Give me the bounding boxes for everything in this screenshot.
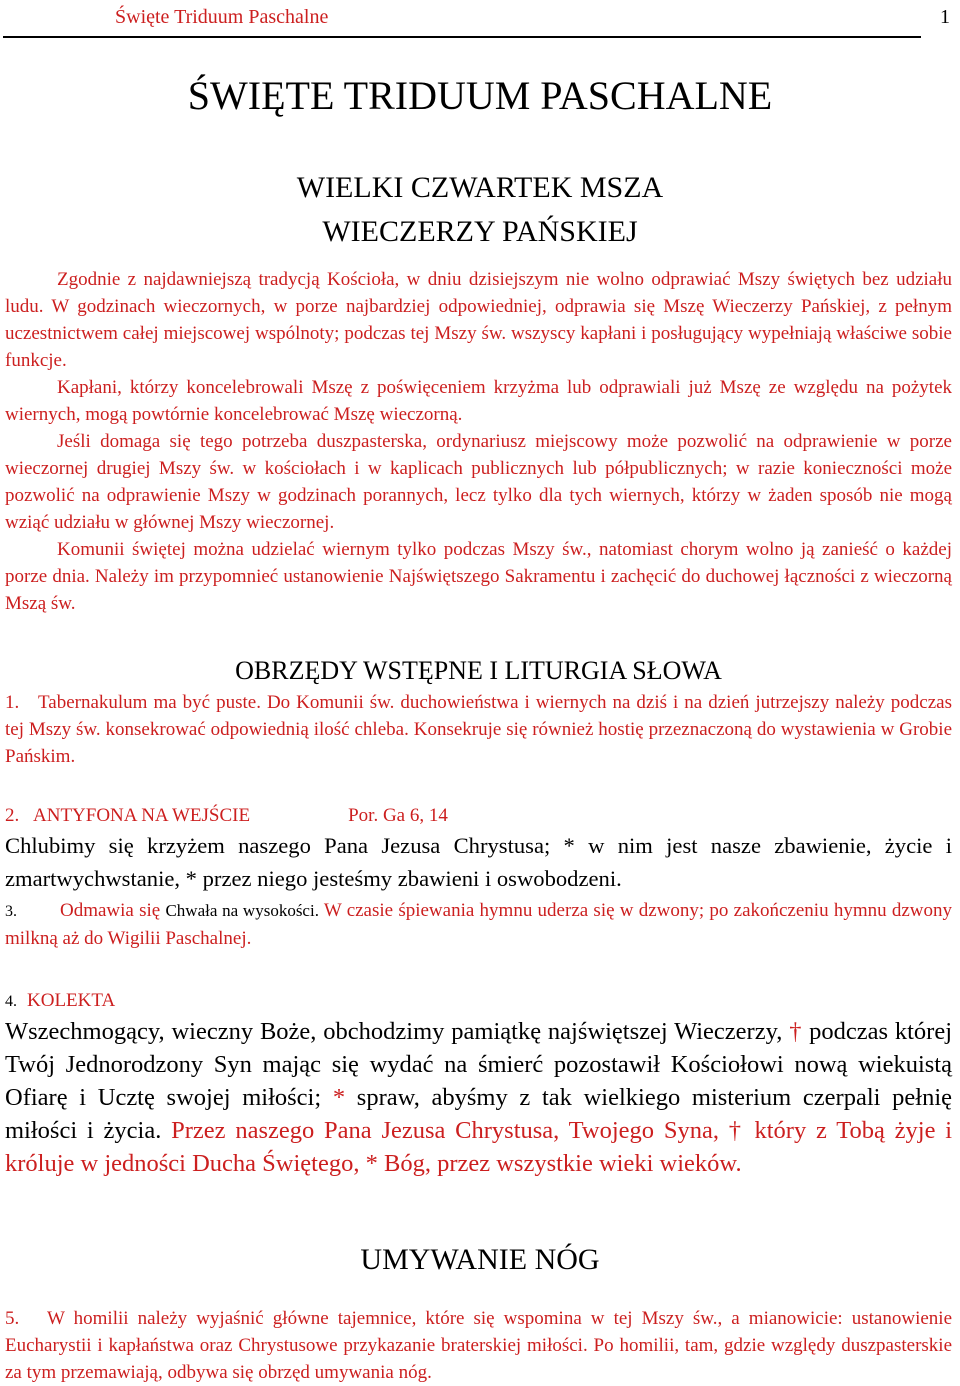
collect-conclusion-3: Bóg, przez wszystkie wieki wieków. (383, 1150, 742, 1177)
rubric-item-3 (5, 897, 952, 952)
antiphon-label: ANTYFONA NA WEJŚCIE (33, 805, 251, 826)
collect-text-1: Wszechmogący, wieczny Boże, obchodzimy pamiątkę najświętszej Wieczerzy, (5, 1018, 783, 1045)
antiphon-reference: Por. Ga 6, 14 (348, 805, 448, 826)
intro-paragraph-4: Komunii świętej można udzielać wiernym tylko podczas Mszy św., natomiast chorym wolno ją zanieść o każdej porze dnia. Należy im przypomnieć ustanowienie Najświętszego Sakramentu i zachęcić do duchowej łączności z wieczorną Mszą św. (5, 539, 952, 614)
item-3-lead: Odmawia się (60, 900, 161, 921)
section-introductory-rites (5, 653, 952, 770)
item-4-number: 4. (5, 993, 17, 1010)
collect-prayer (5, 1015, 952, 1180)
item-5-text: W homilii należy wyjaśnić główne tajemnice, które się wspomina w tej Mszy św., a mianowicie: ustanowienie Eucharystii i kapłaństwa oraz Chrystusowe przykazanie braterskiej miłości. Po homilii, tam, gdzie względy duszpasterskie za tym przemawiają, odbywa się obrzęd umywania nóg. (5, 1308, 952, 1383)
cross-mark-2: † (728, 1117, 745, 1144)
item-2-number: 2. (5, 805, 20, 826)
item-3-text: W czasie śpiewania hymnu uderza się w dzwony; po zakończeniu hymnu dzwony milkną aż do Wigilii Paschalnej. (5, 900, 952, 949)
item-1-text: Tabernakulum ma być puste. Do Komunii św. duchowieństwa i wiernych na dziś i na dzień jutrzejszy należy podczas tej Mszy św. konsekrować odpowiednią ilość chleba. Konsekruje się również hostię przeznaczoną do wystawienia w Grobie Pańskim. (5, 692, 952, 767)
item-1-number: 1. (5, 692, 20, 713)
collect-section (5, 987, 952, 1180)
gloria-label: Chwała na wysokości. (165, 901, 319, 920)
page-header (0, 0, 960, 42)
collect-label: KOLEKTA (27, 990, 116, 1011)
antiphon-text: Chlubimy się krzyżem naszego Pana Jezusa Chrystusa; * w nim jest nasze zbawienie, życie i zmartwychwstanie, * przez niego jesteśmy zbawieni i oswobodzeni. (5, 833, 952, 891)
rubric-item-5 (5, 1305, 952, 1386)
intro-paragraph-2: Kapłani, którzy koncelebrowali Mszę z poświęceniem krzyżma lub odprawiali już Mszę ze względu na pożytek wiernych, mogą powtórnie koncelebrować Mszę wieczorną. (5, 377, 952, 425)
antiphon-heading (5, 802, 952, 829)
star-mark-2: * (365, 1150, 378, 1177)
section-heading-rites: OBRZĘDY WSTĘPNE I LITURGIA SŁOWA (235, 656, 722, 685)
rubric-item-1 (5, 689, 952, 770)
collect-text-2: podczas której Twój Jednorodzony Syn mając się wydać na śmierć pozostawił Kościołowi nową wiekuistą Ofiarę i Ucztę swojej miłości; (5, 1018, 953, 1111)
collect-conclusion-2: który z Tobą żyje i króluje w jedności Ducha Świętego, (5, 1117, 953, 1177)
intro-paragraph-3: Jeśli domaga się tego potrzeba duszpasterska, ordynariusz miejscowy może pozwolić na odprawienie w porze wieczornej drugiej Mszy św. w kościołach i w kaplicach publicznych lub półpublicznych; w razie konieczności może pozwolić na odprawienie Mszy w godzinach porannych, lecz tylko dla tych wiernych, którzy w żaden sposób nie mogą wziąć udziału w głównej Mszy wieczornej. (5, 431, 952, 533)
item-5-number: 5. (5, 1308, 20, 1329)
section-heading-footwashing: UMYWANIE NÓG (360, 1243, 600, 1276)
header-title: Święte Triduum Paschalne (115, 6, 329, 28)
intro-section (5, 266, 952, 617)
item-3-number: 3. (5, 903, 17, 920)
document-title: ŚWIĘTE TRIDUUM PASCHALNE (187, 73, 773, 118)
star-mark-1: * (332, 1084, 346, 1111)
intro-paragraph-1: Zgodnie z najdawniejszą tradycją Kościoła, w dniu dzisiejszym nie wolno odprawiać Mszy świętych bez udziału ludu. W godzinach wieczornych, w porze najbardziej odpowiedniej, odprawia się Mszę Wieczerzy Pańskiej, z pełnym uczestnictwem całej miejscowej wspólnoty; podczas tej Mszy św. wszyscy kapłani i posługujący wypełniają właściwe sobie funkcje. (5, 269, 952, 371)
cross-mark-1: † (789, 1018, 803, 1045)
collect-text-3: spraw, abyśmy z tak wielkiego misterium czerpali pełnię miłości i życia. (5, 1084, 952, 1144)
collect-heading (5, 987, 952, 1015)
header-rule (3, 36, 921, 38)
subtitle-line-2: WIECZERZY PAŃSKIEJ (322, 215, 638, 248)
collect-conclusion-1: Przez naszego Pana Jezusa Chrystusa, Twojego Syna, (171, 1117, 719, 1144)
entrance-antiphon (5, 802, 952, 895)
page-number: 1 (940, 6, 950, 28)
subtitle-line-1: WIELKI CZWARTEK MSZA (296, 171, 664, 204)
